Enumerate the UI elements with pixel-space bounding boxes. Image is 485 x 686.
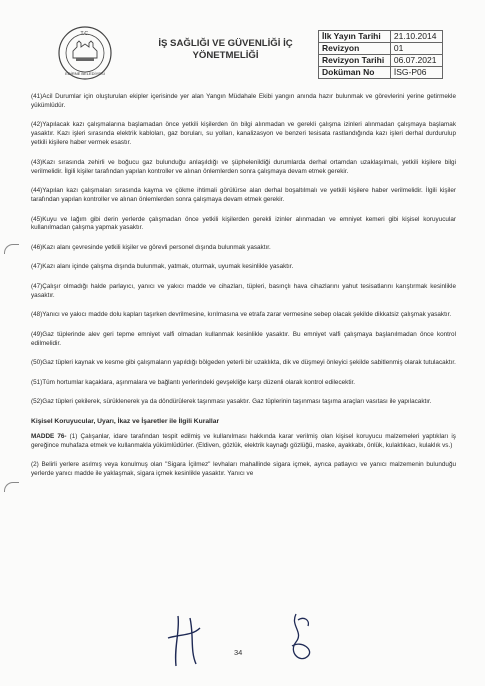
paragraph-text: Gaz tüpleri kaynak ve kesme gibi çalışmaların yapıldığı bölgeden yeterli bir uzaklıkta, dik ve düşmeyi önleyici şekilde sabitlenmiş olarak tutulacaktır. bbox=[42, 359, 456, 367]
regulation-title bbox=[143, 38, 308, 62]
regulation-paragraph bbox=[31, 187, 456, 205]
meta-key: Doküman No bbox=[319, 67, 391, 79]
paragraph-text: Yapılan kazı çalışmaları sırasında kayma ve çökme ihtimali görülürse alan derhal boşaltılmalı ve yetkili kişilere haber verilmelidir. İlgili kişiler tarafından yapılan kontroller ve alınan önlemlerden sonra çalışmaya devam etmek gerekir. bbox=[31, 187, 456, 204]
paragraph-text: Yanıcı ve yakıcı madde dolu kapları taşırken devrilmesine, kırılmasına ve etrafa zarar vermesine sebep olacak şekilde dikkatsiz çalışmak yasaktır. bbox=[42, 311, 452, 319]
regulation-paragraph bbox=[31, 244, 456, 253]
paragraph-text: Kazı alanı içinde çalışma dışında bulunmak, yatmak, oturmak, uyumak kesinlikle yasaktır. bbox=[42, 263, 294, 271]
paragraph-number: (43) bbox=[31, 158, 43, 166]
paragraph-number: (42) bbox=[31, 121, 43, 129]
title-line-2: YÖNETMELİĞİ bbox=[192, 50, 259, 61]
paragraph-number: (47) bbox=[31, 282, 43, 290]
paragraph-text: Kazı sırasında zehirli ve boğucu gaz bulunduğu anlaşıldığı ve şüphelenildiği durumlarda derhal ortamdan uzaklaşılmalı, yetkili kişilere bilgi verilmelidir. İlgili kişiler tarafından yapılan kontroller ve alınan önlemlerden sonra çalışmaya devam etmek gerekir. bbox=[31, 158, 456, 175]
paragraph-text: Gaz tüplerinde alev geri tepme emniyet valfi olmadan kullanmak kesinlikle yasaktır. Bu emniyet valfi çalışmaya başlanılmadan önce kontrol edilmelidir. bbox=[31, 330, 456, 347]
paragraph-text: Kuyu ve lağım gibi derin yerlerde çalışmadan önce yetkili kişilerden gerekli izinler alınmadan ve emniyet kemeri gibi kişisel koruyucular kullanılmadan çalışma yapmak yasaktır. bbox=[31, 215, 456, 232]
page-number: 34 bbox=[234, 648, 243, 657]
document-body bbox=[31, 93, 456, 489]
paragraph-number: (45) bbox=[31, 215, 43, 223]
municipality-seal-logo bbox=[57, 25, 113, 81]
meta-row bbox=[319, 31, 443, 43]
paragraph-text: Yapılacak kazı çalışmalarına başlamadan önce yetkili kişilerden ön bilgi alınmadan ve gerekli çalışma izinleri alınmadan çalışmaya başlamak yasaktır. Kazı işleri sırasında elektrik kabloları, gaz boruları, su yolları, kanalizasyon ve benzeri tesisata rastlandığında kazı işleri derhal durdurulup yetkili kişilere haber vermek esastır. bbox=[31, 121, 456, 147]
meta-key: Revizyon bbox=[319, 43, 391, 55]
paragraph-number: (48) bbox=[31, 311, 43, 319]
paragraph-number: (46) bbox=[31, 243, 43, 251]
regulation-paragraph: (2) Belirli yerlere asılmış veya konulmuş olan "Sigara İçilmez" levhaları mahallinde sigara içmek, ayrıca patlayıcı ve yanıcı malzemenin bulunduğu yerlerde yanıcı madde ile yaklaşmak, sigara içmek kesinlikle yasaktır. Yanıcı ve bbox=[31, 461, 456, 477]
article-text: (1) Çalışanlar, idare tarafından tespit edilmiş ve kullanılması hakkında karar verilmiş olan kişisel koruyucu malzemeleri yaptıkları iş gereğince muhafaza etmek ve kullanmakla yükümlüdürler. (Eldiven, gözlük, elektrik kaynağı gözlüğü, maske, ayakkabı, önlük, kulaktıkacı, kulaklık vs.) bbox=[31, 432, 456, 449]
regulation-paragraph bbox=[31, 93, 456, 111]
punch-hole-mark bbox=[4, 482, 19, 492]
meta-value: 21.10.2014 bbox=[390, 31, 442, 43]
section-heading: Kişisel Koruyucular, Uyarı, İkaz ve İşaretler ile İlgili Kurallar bbox=[31, 417, 220, 425]
article-heading: MADDE 76- bbox=[31, 432, 67, 440]
meta-value: 06.07.2021 bbox=[390, 55, 442, 67]
svg-text:T.C.: T.C. bbox=[80, 31, 90, 37]
meta-value: 01 bbox=[390, 43, 442, 55]
regulation-paragraph bbox=[31, 311, 456, 320]
document-header bbox=[50, 22, 443, 86]
title-line-1: İŞ SAĞLIĞI VE GÜVENLİĞİ İÇ bbox=[158, 38, 293, 49]
paragraph-number: (51) bbox=[31, 378, 43, 386]
regulation-paragraph bbox=[31, 159, 456, 177]
regulation-paragraph bbox=[31, 216, 456, 234]
regulation-paragraph bbox=[31, 379, 456, 388]
paragraph-text: Gaz tüpleri çekilerek, sürüklenerek ya da döndürülerek taşınması yasaktır. Gaz tüplerinin taşınması taşıma araçları vasıtası ile yapılacaktır. bbox=[42, 398, 432, 406]
signature-1 bbox=[160, 606, 220, 674]
signature-2 bbox=[278, 606, 322, 672]
paragraph-number: (50) bbox=[31, 359, 43, 367]
paragraph-number: (44) bbox=[31, 187, 43, 195]
paragraph-number: (52) bbox=[31, 398, 43, 406]
meta-key: İlk Yayın Tarihi bbox=[319, 31, 391, 43]
svg-text:EDİRNE BELEDİYESİ: EDİRNE BELEDİYESİ bbox=[65, 71, 105, 76]
regulation-paragraph bbox=[31, 398, 456, 407]
meta-row bbox=[319, 43, 443, 55]
regulation-paragraph bbox=[31, 263, 456, 272]
paragraph-number: (47) bbox=[31, 263, 43, 271]
paragraph-text: Çalışır olmadığı halde parlayıcı, yanıcı ve yakıcı madde ve cihazları, tüpleri, basınçlı hava cihazlarını yahut tesisatlarını karıştırmak kesinlikle yasaktır. bbox=[31, 282, 456, 299]
paragraph-number: (49) bbox=[31, 330, 43, 338]
punch-hole-mark bbox=[4, 244, 19, 254]
regulation-paragraph bbox=[31, 283, 456, 301]
paragraph-text: Tüm hortumlar kaçaklara, aşınmalara ve bağlantı yerlerindeki gevşekliğe karşı düzenli olarak kontrol edilecektir. bbox=[42, 378, 356, 386]
meta-value: İSG-P06 bbox=[390, 67, 442, 79]
paragraph-text: Acil Durumlar için oluşturulan ekipler içerisinde yer alan Yangın Müdahale Ekibi yangın anında hazır bulunmak ve görevlerini yerine getirmekle yükümlüdür. bbox=[31, 93, 456, 109]
meta-row bbox=[319, 55, 443, 67]
regulation-paragraph bbox=[31, 359, 456, 368]
article-paragraph bbox=[31, 433, 456, 451]
meta-key: Revizyon Tarihi bbox=[319, 55, 391, 67]
regulation-paragraph bbox=[31, 121, 456, 148]
meta-row bbox=[319, 67, 443, 79]
paragraph-number: (41) bbox=[31, 93, 43, 100]
paragraph-text: Kazı alanı çevresinde yetkili kişiler ve görevli personel dışında bulunmak yasaktır. bbox=[42, 243, 271, 251]
regulation-paragraph bbox=[31, 331, 456, 349]
document-meta-table bbox=[318, 30, 443, 79]
